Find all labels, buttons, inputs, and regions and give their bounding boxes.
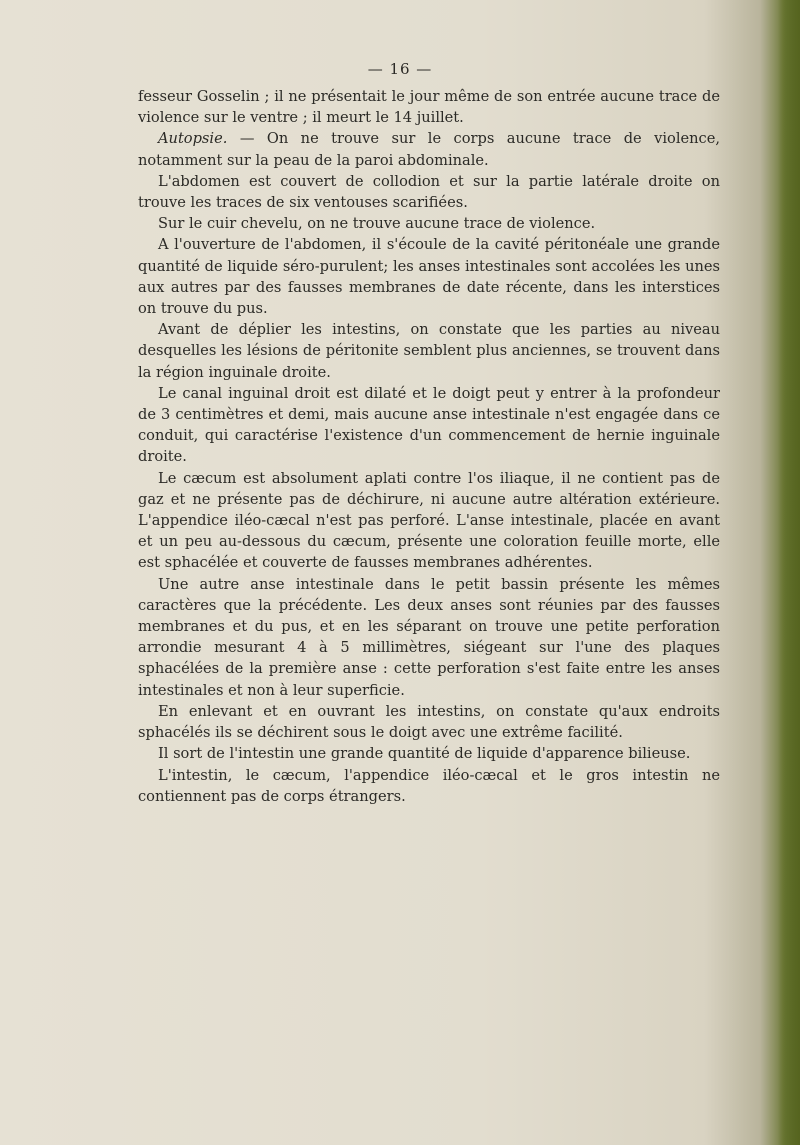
paragraph: Il sort de l'intestin une grande quantité de liquide d'apparence bilieuse.: [158, 745, 691, 763]
page-edge: [778, 0, 800, 1145]
paragraph: Avant de déplier les intestins, on constate que les parties au niveau desquelles les lésions de péritonite semblent plus anciennes, se trouvent dans la région inguinale droite.: [138, 321, 720, 381]
paragraph-text: — On ne trouve sur le corps aucune trace de violence, notamment sur la peau de la paroi abdominale.: [138, 130, 720, 169]
paragraph: Sur le cuir chevelu, on ne trouve aucune trace de violence.: [158, 215, 596, 233]
paragraph: A l'ouverture de l'abdomen, il s'écoule de la cavité péritonéale une grande quantité de liquide séro-purulent; les anses intestinales sont accolées les unes aux autres par des fausses membranes de date récente, dans les interstices on trouve du pus.: [138, 236, 720, 318]
paragraph: Le canal inguinal droit est dilaté et le doigt peut y entrer à la profondeur de 3 centimètres et demi, mais aucune anse intestinale n'est engagée dans ce conduit, qui caractérise l'existence d'un commencement de hernie inguinale droite.: [138, 384, 720, 466]
page-number: — 16 —: [367, 60, 433, 78]
paragraph: En enlevant et en ouvrant les intestins, on constate qu'aux endroits sphacélés ils se déchirent sous le doigt avec une extrême facilité.: [138, 702, 720, 742]
paragraph: Le cæcum est absolument aplati contre l'os iliaque, il ne contient pas de gaz et ne présente pas de déchirure, ni aucune autre altération extérieure. L'appendice iléo-cæcal n'est pas perforé. L'anse intestinale, placée en avant et un peu au-dessous du cæcum, présente une coloration feuille morte, elle est sphacélée et couverte de fausses membranes adhérentes.: [138, 469, 720, 572]
body-text: [138, 86, 720, 807]
paragraph: L'intestin, le cæcum, l'appendice iléo-cæcal et le gros intestin ne contiennent pas de corps étrangers.: [138, 766, 720, 805]
section-lead: Autopsie.: [158, 130, 228, 148]
paragraph: L'abdomen est couvert de collodion et sur la partie latérale droite on trouve les traces de six ventouses scarifiées.: [138, 172, 720, 212]
paragraph: Une autre anse intestinale dans le petit bassin présente les mêmes caractères que la précédente. Les deux anses sont réunies par des fausses membranes et du pus, et en les séparant on trouve une petite perforation arrondie mesurant 4 à 5 millimètres, siégeant sur l'une des plaques sphacélées de la première anse : cette perforation s'est faite entre les anses intestinales et non à leur superficie.: [138, 575, 720, 699]
paragraph-autopsie: [138, 128, 720, 170]
paragraph: fesseur Gosselin ; il ne présentait le jour même de son entrée aucune trace de violence sur le ventre ; il meurt le 14 juillet.: [138, 88, 720, 127]
